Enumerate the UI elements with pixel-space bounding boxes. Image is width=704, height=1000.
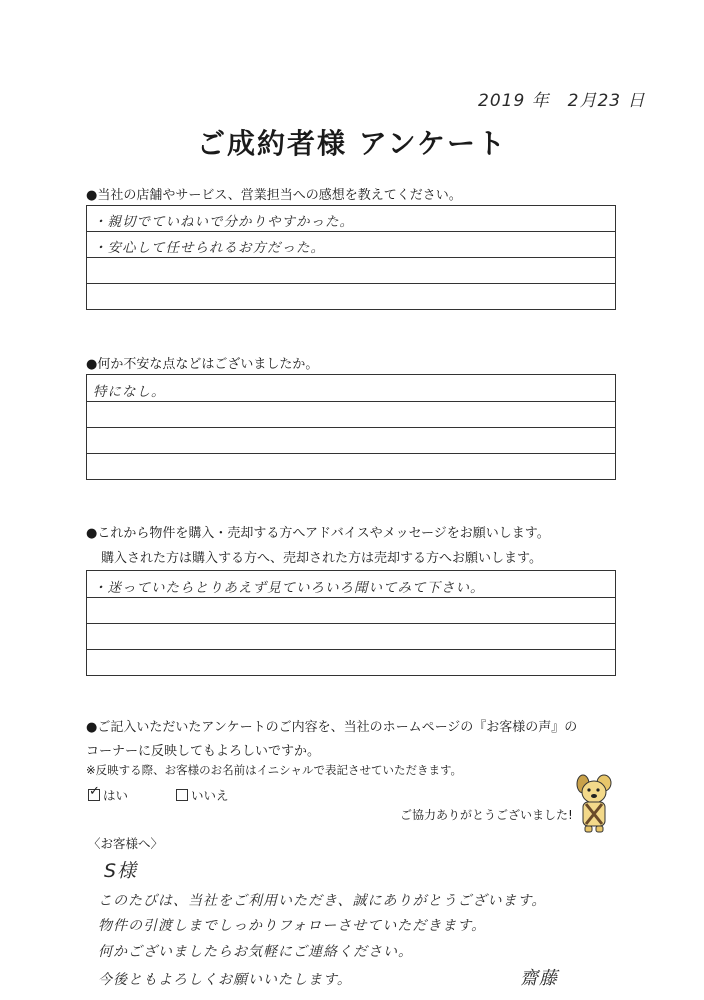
option-no-label: いいえ	[191, 788, 229, 803]
page-title: ご成約者様 アンケート	[196, 127, 508, 160]
option-no[interactable]	[176, 786, 229, 804]
message-addressee: S様	[104, 860, 138, 882]
ruled-line	[87, 283, 615, 284]
question-1-answer-line: ・親切でていねいで分かりやすかった。	[93, 214, 354, 230]
ruled-line	[87, 453, 615, 454]
question-3-subheading: 購入された方は購入する方へ、売却された方は売却する方へお願いします。	[101, 551, 542, 566]
message-line: 物件の引渡しまでしっかりフォローさせていただきます。	[98, 918, 487, 934]
question-2-answer-line: 特になし。	[93, 384, 166, 400]
checkmark-icon: ✓	[89, 784, 100, 799]
question-4-heading: ●ご記入いただいたアンケートのご内容を、当社のホームページの『お客様の声』の	[86, 720, 578, 735]
question-4-heading-cont: コーナーに反映してもよろしいですか。	[86, 744, 321, 759]
thanks-message: ご協力ありがとうございました!	[400, 808, 573, 822]
question-3-answer-box	[86, 570, 616, 676]
message-line: 何かございましたらお気軽にご連絡ください。	[98, 944, 413, 960]
dog-mascot-icon	[574, 772, 614, 834]
message-heading: 〈お客様へ〉	[88, 836, 164, 851]
question-3-answer-line: ・迷っていたらとりあえず見ていろいろ聞いてみて下さい。	[93, 580, 485, 596]
question-2-answer-box	[86, 374, 616, 480]
question-1-answer-box	[86, 205, 616, 310]
option-yes[interactable]	[88, 786, 128, 804]
checkbox-no[interactable]	[176, 789, 188, 801]
message-signature: 齋藤	[520, 968, 558, 989]
ruled-line	[87, 597, 615, 598]
ruled-line	[87, 623, 615, 624]
option-yes-label: はい	[103, 788, 129, 803]
question-1-answer-line: ・安心して任せられるお方だった。	[93, 240, 325, 256]
survey-date: 2019 年 2月23 日	[478, 91, 646, 111]
ruled-line	[87, 231, 615, 232]
ruled-line	[87, 649, 615, 650]
question-4-note: ※反映する際、お客様のお名前はイニシャルで表記させていただきます。	[86, 763, 463, 777]
question-1-heading: ●当社の店舗やサービス、営業担当への感想を教えてください。	[86, 188, 462, 203]
question-2-heading: ●何か不安な点などはございましたか。	[86, 357, 319, 372]
message-line: 今後ともよろしくお願いいたします。	[98, 972, 352, 988]
ruled-line	[87, 401, 615, 402]
ruled-line	[87, 427, 615, 428]
question-3-heading: ●これから物件を購入・売却する方へアドバイスやメッセージをお願いします。	[86, 526, 550, 541]
message-line: このたびは、当社をご利用いただき、誠にありがとうございます。	[98, 893, 547, 909]
checkbox-yes[interactable]	[88, 784, 100, 801]
ruled-line	[87, 257, 615, 258]
